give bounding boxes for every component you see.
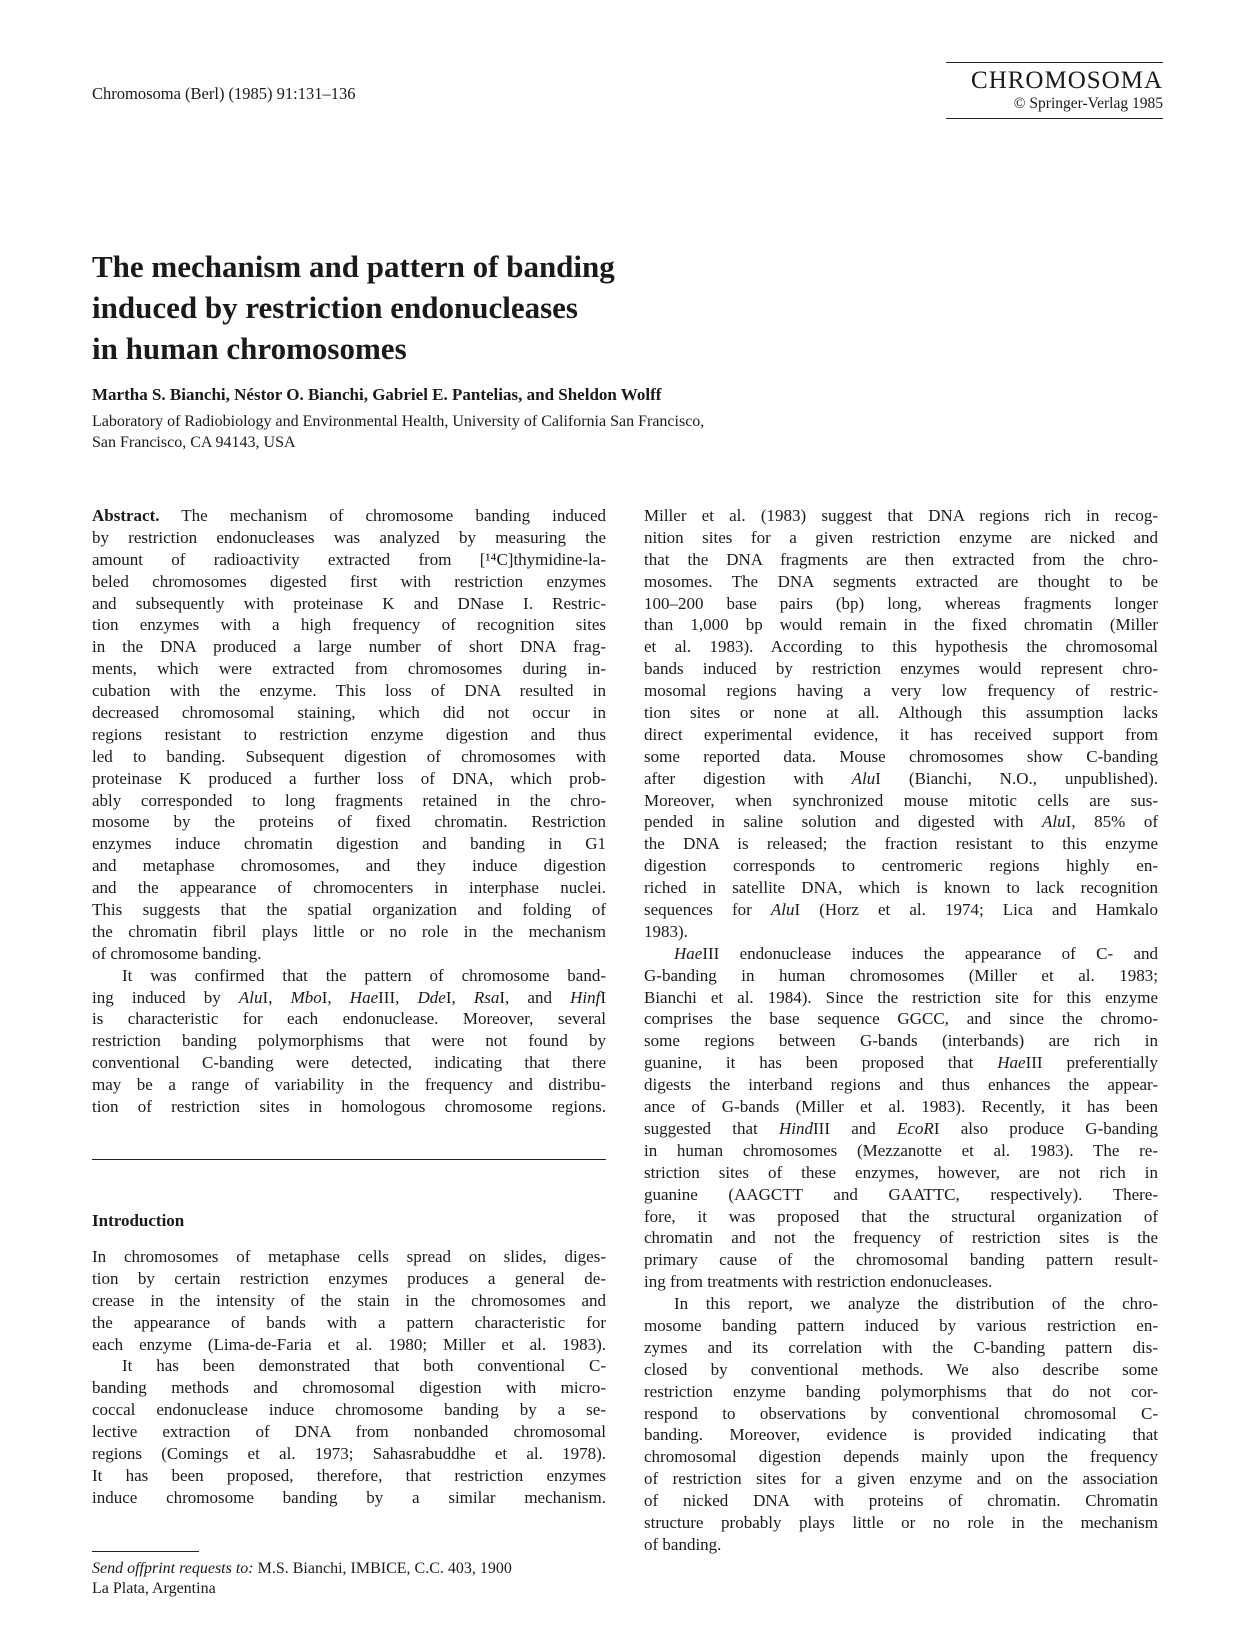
body-line: riched in satellite DNA, which is known to lack recognition (644, 878, 1158, 898)
body-line: digests the interband regions and thus enhances the appear- (644, 1075, 1158, 1095)
footnote-line: La Plata, Argentina (92, 1580, 216, 1597)
abstract-line: the chromatin fibril plays little or no role in the mechanism (92, 921, 606, 941)
abstract-line: led to banding. Subsequent digestion of chromosomes with (92, 746, 606, 766)
abstract-line: ing induced by AluI, MboI, HaeIII, DdeI, RsaI, and HinfI (92, 987, 606, 1007)
intro-line: tion by certain restriction enzymes produces a general de- (92, 1268, 606, 1288)
journal-name: CHROMOSOMA (971, 67, 1163, 94)
abstract-line: and the appearance of chromocenters in interphase nuclei. (92, 878, 606, 898)
abstract-line: Abstract. The mechanism of chromosome banding induced (92, 506, 606, 525)
abstract-line: may be a range of variability in the frequency and distribu- (92, 1075, 606, 1095)
body-line: striction sites of these enzymes, however, are not rich in (644, 1162, 1158, 1182)
footnote (92, 1559, 606, 1599)
abstract-line: is characteristic for each endonuclease. Moreover, several (92, 1009, 606, 1029)
body-line: in human chromosomes (Mezzanotte et al. 1983). The re- (644, 1140, 1158, 1160)
abstract-line: ments, which were extracted from chromosomes during in- (92, 659, 606, 679)
body-line: guanine, it has been proposed that HaeIII preferentially (644, 1053, 1158, 1073)
body-line: fore, it was proposed that the structural organization of (644, 1206, 1158, 1226)
body-line: of restriction sites for a given enzyme and on the association (644, 1469, 1158, 1489)
title-line: The mechanism and pattern of banding (92, 249, 615, 284)
body-line: bands induced by restriction enzymes would represent chro- (644, 659, 1158, 679)
body-line: restriction enzyme banding polymorphisms that do not cor- (644, 1381, 1158, 1401)
abstract-line: decreased chromosomal staining, which did not occur in (92, 703, 606, 723)
intro-line: It has been demonstrated that both conventional C- (122, 1356, 606, 1376)
section-heading-introduction: Introduction (92, 1211, 185, 1230)
body-line: chromatin and not the frequency of restriction sites is the (644, 1228, 1158, 1248)
author-list: Martha S. Bianchi, Néstor O. Bianchi, Gabriel E. Pantelias, and Sheldon Wolff (92, 385, 662, 404)
abstract-line: ably corresponded to long fragments retained in the chro- (92, 790, 606, 810)
affiliation (92, 411, 704, 453)
body-line: mosomal regions having a very low frequency of restric- (644, 681, 1158, 701)
abstract-separator-rule (92, 1159, 606, 1160)
abstract-label: Abstract. (92, 506, 160, 525)
body-line: than 1,000 bp would remain in the fixed chromatin (Miller (644, 615, 1158, 635)
abstract-line: tion of restriction sites in homologous chromosome regions. (92, 1097, 606, 1117)
body-line: of banding. (644, 1534, 722, 1554)
intro-line: In chromosomes of metaphase cells spread on slides, diges- (92, 1247, 606, 1266)
abstract-line: mosome by the proteins of fixed chromatin. Restriction (92, 812, 606, 832)
abstract-line: and subsequently with proteinase K and DNase I. Restric- (92, 593, 606, 613)
intro-line: the appearance of bands with a pattern characteristic for (92, 1312, 606, 1332)
body-line: structure probably plays little or no role in the mechanism (644, 1512, 1158, 1532)
body-line: closed by conventional methods. We also describe some (644, 1359, 1158, 1379)
body-line: mosome banding pattern induced by various restriction en- (644, 1315, 1158, 1335)
body-line: et al. 1983). According to this hypothesis the chromosomal (644, 637, 1158, 657)
abstract-line: enzymes induce chromatin digestion and banding in G1 (92, 834, 606, 854)
body-line: ing from treatments with restriction endonucleases. (644, 1272, 993, 1292)
body-line: 100–200 base pairs (bp) long, whereas fragments longer (644, 593, 1158, 613)
publisher-copyright: © Springer-Verlag 1985 (1013, 95, 1163, 112)
intro-line: It has been proposed, therefore, that restriction enzymes (92, 1465, 606, 1485)
abstract-line: It was confirmed that the pattern of chromosome band- (122, 965, 606, 985)
abstract-line: This suggests that the spatial organization and folding of (92, 900, 606, 920)
footnote-label: Send offprint requests to: (92, 1560, 254, 1577)
intro-line: crease in the intensity of the stain in the chromosomes and (92, 1290, 606, 1310)
abstract-line: beled chromosomes digested first with restriction enzymes (92, 571, 606, 591)
body-line: In this report, we analyze the distribution of the chro- (674, 1294, 1158, 1314)
body-line: of nicked DNA with proteins of chromatin. Chromatin (644, 1491, 1158, 1511)
body-line: tion sites or none at all. Although this assumption lacks (644, 703, 1158, 723)
body-line: direct experimental evidence, it has received support from (644, 724, 1158, 744)
abstract-line: amount of radioactivity extracted from [¹⁴C]thymidine-la- (92, 549, 606, 569)
abstract-line: and metaphase chromosomes, and they induce digestion (92, 856, 606, 876)
body-line: zymes and its correlation with the C-banding pattern dis- (644, 1337, 1158, 1357)
body-line: digestion corresponds to centromeric regions highly en- (644, 856, 1158, 876)
intro-line: each enzyme (Lima-de-Faria et al. 1980; Miller et al. 1983). (92, 1334, 606, 1354)
intro-line: induce chromosome banding by a similar mechanism. (92, 1487, 606, 1507)
body-line: G-banding in human chromosomes (Miller et al. 1983; (644, 965, 1158, 985)
body-line: comprises the base sequence GGCC, and since the chromo- (644, 1009, 1158, 1029)
masthead-bottom-rule (946, 118, 1163, 119)
body-line: sequences for AluI (Horz et al. 1974; Lica and Hamkalo (644, 900, 1158, 920)
footnote-rule (92, 1551, 199, 1552)
abstract-line: of chromosome banding. (92, 943, 262, 963)
abstract (92, 505, 606, 1118)
abstract-line: restriction banding polymorphisms that were not found by (92, 1031, 606, 1051)
body-line: primary cause of the chromosomal banding pattern result- (644, 1250, 1158, 1270)
abstract-line: cubation with the enzyme. This loss of DNA resulted in (92, 681, 606, 701)
affiliation-line: Laboratory of Radiobiology and Environmental Health, University of California San Francisco, (92, 413, 705, 430)
intro-line: regions (Comings et al. 1973; Sahasrabuddhe et al. 1978). (92, 1444, 606, 1464)
body-line: after digestion with AluI (Bianchi, N.O., unpublished). (644, 768, 1158, 788)
journal-citation: Chromosoma (Berl) (1985) 91:131–136 (92, 84, 356, 103)
body-line: Miller et al. (1983) suggest that DNA regions rich in recog- (644, 506, 1158, 525)
introduction-text (92, 1246, 606, 1509)
body-line: Moreover, when synchronized mouse mitotic cells are sus- (644, 790, 1158, 810)
intro-line: banding methods and chromosomal digestion with micro- (92, 1378, 606, 1398)
right-column-text (644, 505, 1158, 1556)
intro-line: coccal endonuclease induce chromosome banding by a se- (92, 1400, 606, 1420)
body-line: chromosomal digestion depends mainly upon the frequency (644, 1447, 1158, 1467)
body-line: respond to observations by conventional chromosomal C- (644, 1403, 1158, 1423)
abstract-line: by restriction endonucleases was analyzed by measuring the (92, 527, 606, 547)
body-line: some reported data. Mouse chromosomes show C-banding (644, 746, 1158, 766)
masthead-top-rule (946, 62, 1163, 63)
body-line: Bianchi et al. 1984). Since the restriction site for this enzyme (644, 987, 1158, 1007)
body-line: nition sites for a given restriction enzyme are nicked and (644, 527, 1158, 547)
footnote-line: Send offprint requests to: M.S. Bianchi, IMBICE, C.C. 403, 1900 (92, 1560, 512, 1577)
body-line: banding. Moreover, evidence is provided indicating that (644, 1425, 1158, 1445)
body-line: the DNA is released; the fraction resistant to this enzyme (644, 834, 1158, 854)
body-line: 1983). (644, 921, 688, 941)
abstract-line: tion enzymes with a high frequency of recognition sites (92, 615, 606, 635)
article-title (92, 246, 732, 369)
abstract-line: conventional C-banding were detected, indicating that there (92, 1053, 606, 1073)
body-line: guanine (AAGCTT and GAATTC, respectively). There- (644, 1184, 1158, 1204)
body-line: some regions between G-bands (interbands) are rich in (644, 1031, 1158, 1051)
title-line: in human chromosomes (92, 331, 407, 366)
affiliation-line: San Francisco, CA 94143, USA (92, 434, 296, 451)
title-line: induced by restriction endonucleases (92, 290, 578, 325)
body-line: pended in saline solution and digested with AluI, 85% of (644, 812, 1158, 832)
body-line: suggested that HindIII and EcoRI also produce G-banding (644, 1118, 1158, 1138)
body-line: ance of G-bands (Miller et al. 1983). Recently, it has been (644, 1097, 1158, 1117)
body-line: that the DNA fragments are then extracted from the chro- (644, 549, 1158, 569)
journal-masthead (946, 62, 1163, 119)
abstract-line: in the DNA produced a large number of short DNA frag- (92, 637, 606, 657)
intro-line: lective extraction of DNA from nonbanded chromosomal (92, 1422, 606, 1442)
body-line: mosomes. The DNA segments extracted are thought to be (644, 571, 1158, 591)
abstract-line: proteinase K produced a further loss of DNA, which prob- (92, 768, 606, 788)
abstract-line: regions resistant to restriction enzyme digestion and thus (92, 724, 606, 744)
body-line: HaeIII endonuclease induces the appearance of C- and (674, 943, 1158, 963)
